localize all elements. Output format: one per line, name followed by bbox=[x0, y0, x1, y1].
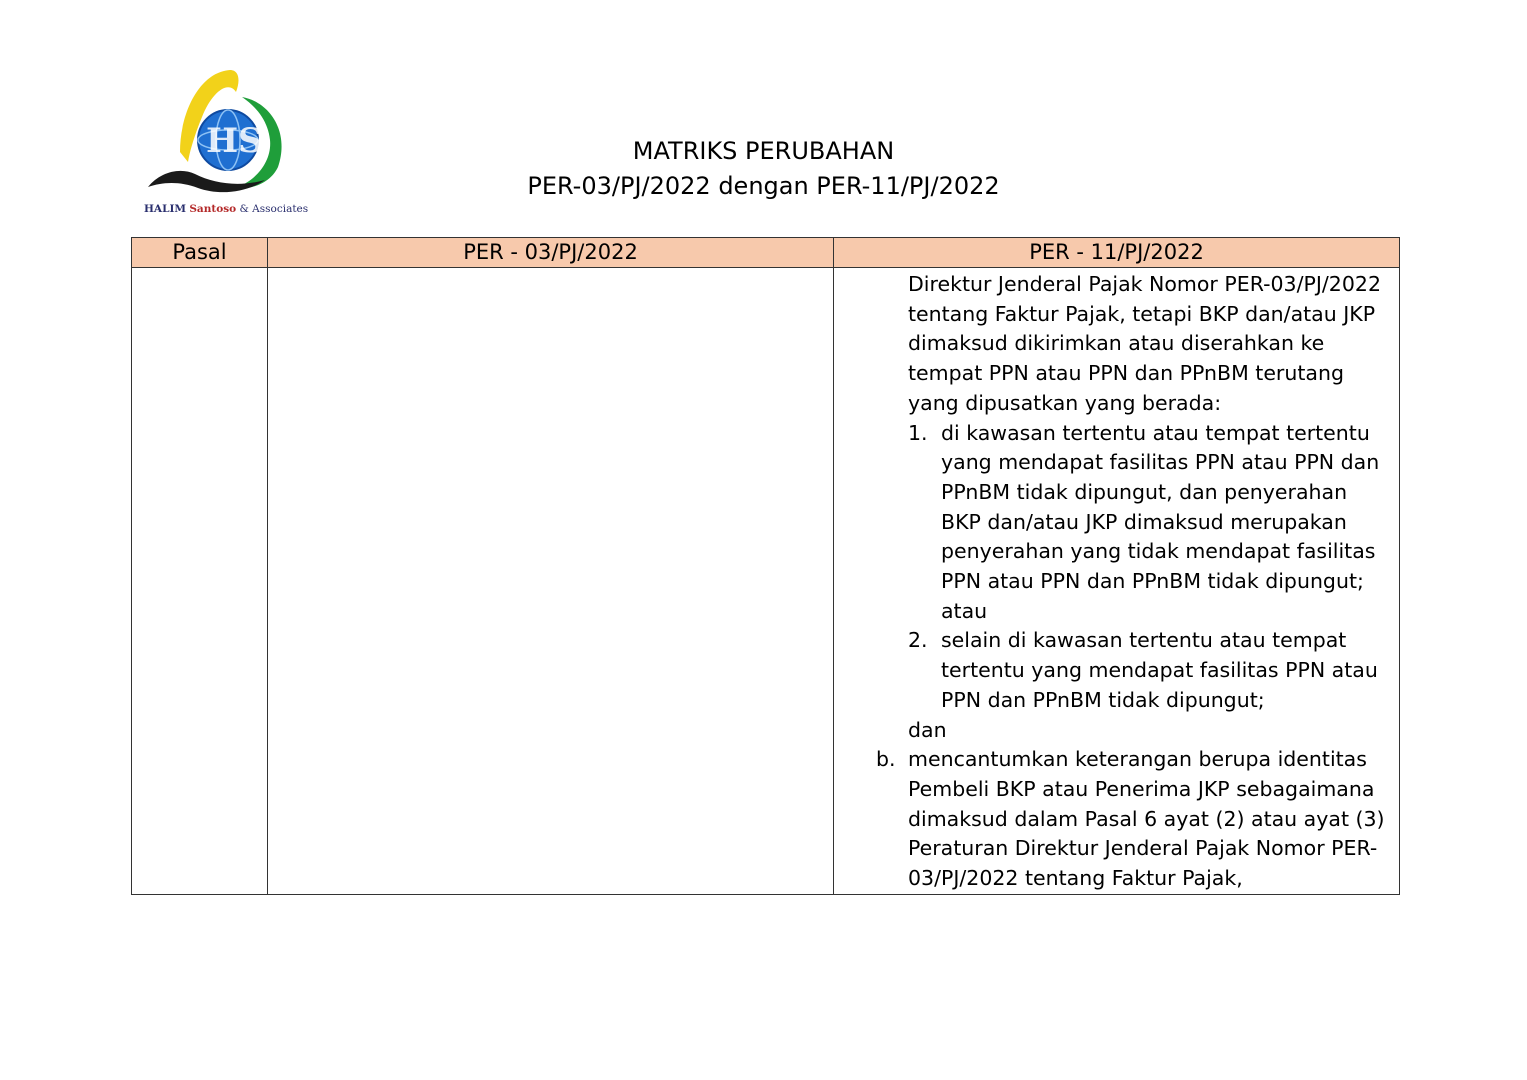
text-line: penyerahan yang tidak mendapat fasilitas bbox=[941, 539, 1376, 564]
list-marker-1: 1. bbox=[908, 420, 928, 445]
list-item-1 bbox=[834, 419, 1399, 449]
text-line: tempat PPN atau PPN dan PPnBM terutang bbox=[908, 361, 1344, 386]
cell-per03 bbox=[268, 268, 834, 895]
cell-pasal bbox=[132, 268, 268, 895]
document-subtitle: PER-03/PJ/2022 dengan PER-11/PJ/2022 bbox=[527, 172, 1000, 200]
text-line: Direktur Jenderal Pajak Nomor PER-03/PJ/2022 bbox=[908, 272, 1381, 296]
text-line: 03/PJ/2022 tentang Faktur Pajak, bbox=[908, 866, 1243, 891]
table-row bbox=[132, 268, 1400, 895]
header-pasal: Pasal bbox=[132, 238, 268, 268]
text-line: dimaksud dikirimkan atau diserahkan ke bbox=[908, 331, 1325, 356]
text-line: yang dipusatkan yang berada: bbox=[908, 390, 1222, 415]
list-item-b bbox=[834, 745, 1399, 775]
header-per11: PER - 11/PJ/2022 bbox=[834, 238, 1400, 268]
logo-caption: HALIM Santoso & Associates bbox=[144, 203, 309, 215]
table-header-row bbox=[132, 238, 1400, 268]
text-line: tertentu yang mendapat fasilitas PPN atau bbox=[941, 658, 1378, 683]
text-line: Pembeli BKP atau Penerima JKP sebagaimana bbox=[908, 776, 1375, 801]
text-line: dan bbox=[908, 717, 947, 742]
header-per03: PER - 03/PJ/2022 bbox=[268, 238, 834, 268]
comparison-table bbox=[131, 237, 1400, 895]
text-line: tentang Faktur Pajak, tetapi BKP dan/atau JKP bbox=[908, 301, 1376, 326]
text-line: PPN dan PPnBM tidak dipungut; bbox=[941, 687, 1265, 712]
list-item-text: selain di kawasan tertentu atau tempat bbox=[941, 628, 1347, 653]
text-line: yang mendapat fasilitas PPN atau PPN dan bbox=[941, 450, 1380, 475]
text-line: Peraturan Direktur Jenderal Pajak Nomor PER- bbox=[908, 836, 1378, 861]
svg-text:HS: HS bbox=[206, 121, 263, 161]
list-marker-2: 2. bbox=[908, 628, 928, 653]
per11-text bbox=[834, 268, 1399, 894]
text-line: PPnBM tidak dipungut, dan penyerahan bbox=[941, 479, 1348, 504]
text-line: atau bbox=[941, 598, 988, 623]
text-line: BKP dan/atau JKP dimaksud merupakan bbox=[941, 509, 1347, 534]
list-item-text: di kawasan tertentu atau tempat tertentu bbox=[941, 420, 1370, 445]
text-line: PPN atau PPN dan PPnBM tidak dipungut; bbox=[941, 569, 1364, 594]
list-marker-b: b. bbox=[876, 747, 896, 772]
list-item-text: mencantumkan keterangan berupa identitas bbox=[908, 747, 1367, 772]
text-line: dimaksud dalam Pasal 6 ayat (2) atau ayat (3) bbox=[908, 806, 1385, 831]
list-item-2 bbox=[834, 626, 1399, 656]
cell-per11 bbox=[834, 268, 1400, 895]
document-title: MATRIKS PERUBAHAN bbox=[632, 137, 895, 165]
